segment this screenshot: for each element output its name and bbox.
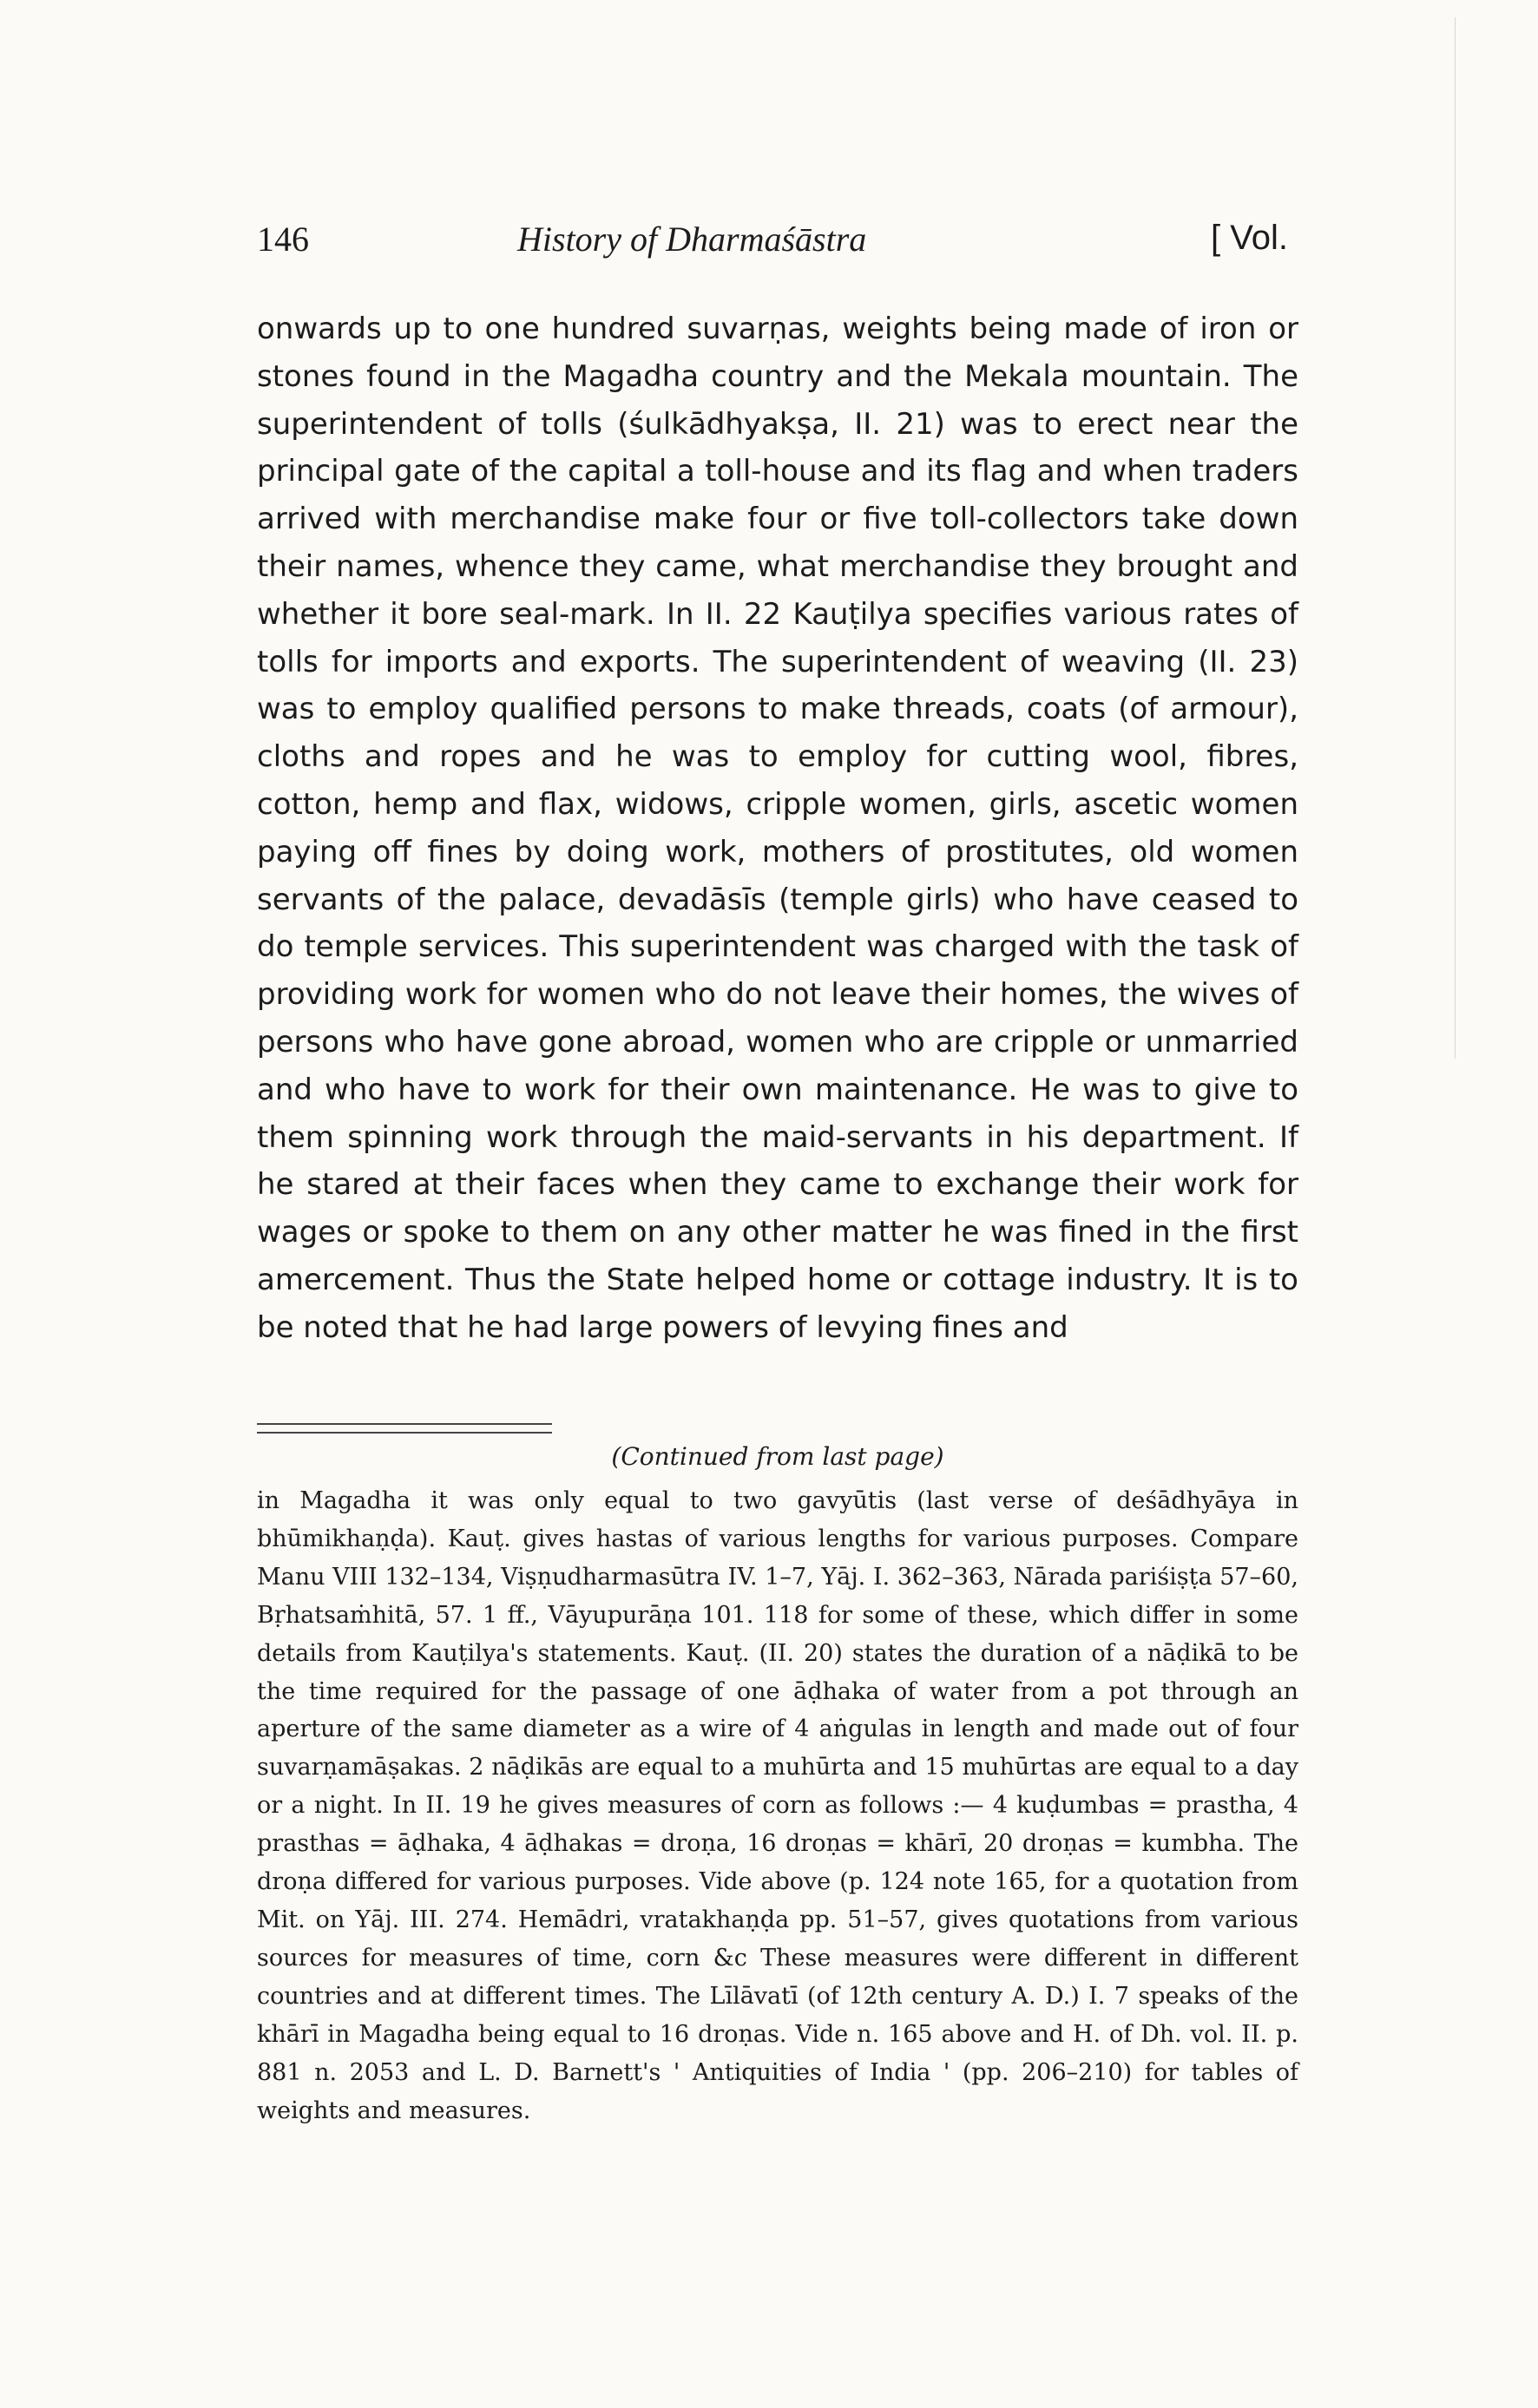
footnote-text: in Magadha it was only equal to two gavyūtis (last verse of deśādhyāya in bhūmikhaṇḍa). Kauṭ. gives hastas of various lengths for various purposes. Compare Manu VIII 132–134, Viṣṇudharmasūtra IV. 1–7, Yāj. I. 362–363, Nārada pariśiṣṭa 57–60, Bṛhatsaṁhitā, 57. 1 ff., Vāyupurāṇa 101. 118 for some of these, which differ in some details from Kauṭilya's statements. Kauṭ. (II. 20) states the duration of a nāḍikā to be the time required for the passage of one āḍhaka of water from a pot through an aperture of the same diameter as a wire of 4 aṅgulas in length and made out of four suvarṇamāṣakas. 2 nāḍikās are equal to a muhūrta and 15 muhūrtas are equal to a day or a night. In II. 19 he gives measures of corn as follows :— 4 kuḍumbas = prastha, 4 prasthas = āḍhaka, 4 āḍhakas = droṇa, 16 droṇas = khārī, 20 droṇas = kumbha. The droṇa differed for various purposes. Vide above (p. 124 note 165, for a quotation from Mit. on Yāj. III. 274. Hemādri, vratakhaṇḍa pp. 51–57, gives quotations from various sources for measures of time, corn &c These measures were different in different countries and at different times. The Līlāvatī (of 12th century A. D.) I. 7 speaks of the khārī in Magadha being equal to 16 droṇas. Vide n. 165 above and H. of Dh. vol. II. p. 881 n. 2053 and L. D. Barnett's ' Antiquities of India ' (pp. 206–210) for tables of weights and measures. bbox=[257, 1487, 1298, 2124]
main-text bbox=[257, 305, 1298, 1352]
footnote bbox=[257, 1482, 1298, 2129]
page-number: 146 bbox=[257, 220, 309, 259]
running-title: History of Dharmaśāstra bbox=[517, 220, 867, 259]
footnote-continued-label: (Continued from last page) bbox=[611, 1442, 944, 1471]
page-header bbox=[257, 219, 1298, 271]
book-page bbox=[257, 0, 1298, 2408]
scan-edge-line bbox=[1455, 17, 1456, 1059]
body-paragraph: onwards up to one hundred suvarṇas, weights being made of iron or stones found in the Magadha country and the Mekala mountain. The superintendent of tolls (śulkādhyakṣa, II. 21) was to erect near the principal gate of the capital a toll-house and its flag and when traders arrived with merchandise make four or five toll-collectors take down their names, whence they came, what merchandise they brought and whether it bore seal-mark. In II. 22 Kauṭilya specifies various rates of tolls for imports and exports. The superintendent of weaving (II. 23) was to employ qualified persons to make threads, coats (of armour), cloths and ropes and he was to employ for cutting wool, fibres, cotton, hemp and flax, widows, cripple women, girls, ascetic women paying off fines by doing work, mothers of prostitutes, old women servants of the palace, devadāsīs (temple girls) who have ceased to do temple services. This superintendent was charged with the task of providing work for women who do not leave their homes, the wives of persons who have gone abroad, women who are cripple or unmarried and who have to work for their own maintenance. He was to give to them spinning work through the maid-servants in his department. If he stared at their faces when they came to exchange their work for wages or spoke to them on any other matter he was fined in the first amercement. Thus the State helped home or cottage industry. It is to be noted that he had large powers of levying fines and bbox=[257, 312, 1298, 1345]
volume-label: [ Vol. bbox=[1211, 219, 1288, 257]
footnote-separator bbox=[257, 1423, 552, 1434]
